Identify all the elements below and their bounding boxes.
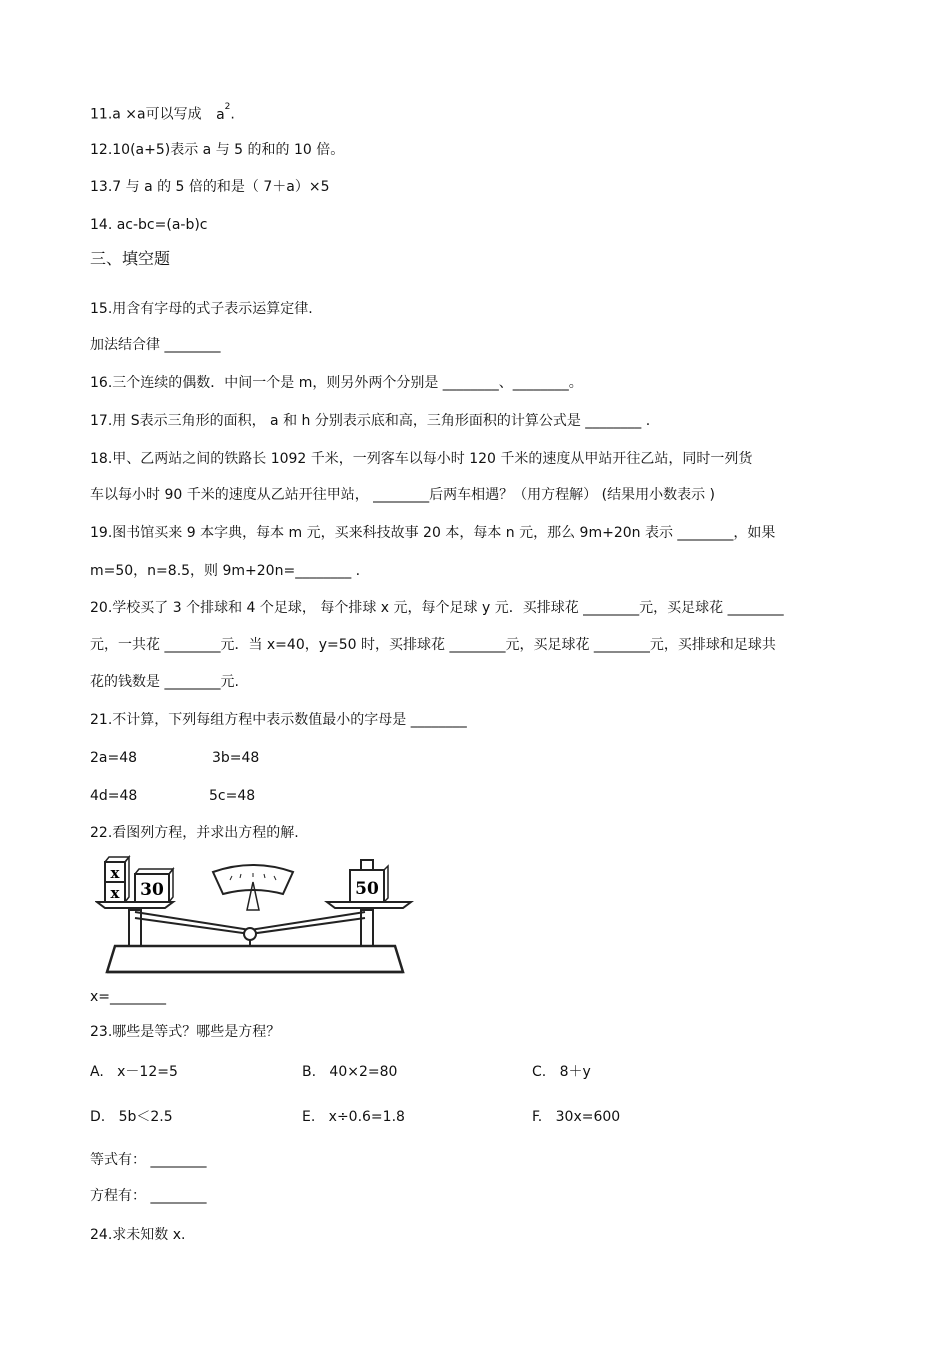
question-19-line1: 19.图书馆买来 9 本字典，每本 m 元，买来科技故事 20 本，每本 n 元，那么 9m+20n 表示 ________，如果 (90, 525, 776, 541)
box-x-top-label: x (110, 864, 120, 882)
question-15-sub: 加法结合律 ________ (90, 337, 221, 353)
q11-period: . (230, 106, 235, 123)
question-23-equations: 方程有： ________ (90, 1188, 207, 1204)
option-a: A. x－12=5 (90, 1064, 178, 1080)
question-17: 17.用 S表示三角形的面积， a 和 h 分别表示底和高，三角形面积的计算公式是 ________ . (90, 413, 651, 429)
question-21: 21.不计算，下列每组方程中表示数值最小的字母是 ________ (90, 712, 467, 728)
weight-50-label: 50 (355, 879, 379, 899)
question-11 (90, 102, 235, 124)
question-19-line2: m=50，n=8.5，则 9m+20n=________ . (90, 563, 361, 579)
option-f: F. 30x=600 (532, 1109, 621, 1125)
question-14: 14. ac-bc=(a-b)c (90, 217, 208, 233)
option-d: D. 5b＜2.5 (90, 1109, 173, 1125)
option-e: E. x÷0.6=1.8 (302, 1109, 405, 1125)
question-20-line1: 20.学校买了 3 个排球和 4 个足球， 每个排球 x 元，每个足球 y 元．买排球花 ________元，买足球花 ________ (90, 600, 784, 616)
question-12: 12.10(a+5)表示 a 与 5 的和的 10 倍。 (90, 142, 345, 158)
balance-scale-figure (95, 852, 415, 977)
equation-3b: 3b=48 (212, 750, 260, 766)
question-15: 15.用含有字母的式子表示运算定律. (90, 301, 313, 317)
scale-base (107, 946, 403, 972)
question-16: 16.三个连续的偶数．中间一个是 m，则另外两个分别是 ________、________。 (90, 375, 583, 391)
equation-5c: 5c=48 (209, 788, 256, 804)
q11-text: 11.a ×a可以写成 (90, 106, 202, 123)
scale-pointer (247, 882, 259, 910)
option-b: B. 40×2=80 (302, 1064, 398, 1080)
scale-pivot (244, 928, 256, 940)
equation-2a: 2a=48 (90, 750, 138, 766)
equation-4d: 4d=48 (90, 788, 138, 804)
scale-right-post (361, 910, 373, 946)
question-23: 23.哪些是等式？哪些是方程？ (90, 1024, 281, 1040)
question-18-line1: 18.甲、乙两站之间的铁路长 1092 千米，一列客车以每小时 120 千米的速度从甲站开往乙站，同时一列货 (90, 451, 753, 467)
question-13: 13.7 与 a 的 5 倍的和是（ 7＋a）×5 (90, 179, 330, 195)
option-c: C. 8＋y (532, 1064, 591, 1080)
scale-left-post (129, 910, 141, 946)
question-22-answer: x=________ (90, 989, 167, 1005)
section-heading-fill-in: 三、填空题 (90, 249, 171, 268)
q11-exponent: 2 (224, 102, 231, 112)
question-20-line3: 花的钱数是 ________元. (90, 674, 239, 690)
question-24: 24.求未知数 x. (90, 1227, 186, 1243)
question-18-line2: 车以每小时 90 千米的速度从乙站开往甲站， ________后两车相遇？（用方程解） (结果用小数表示 ) (90, 487, 715, 503)
weight-30-label: 30 (140, 880, 164, 900)
question-23-equalities: 等式有： ________ (90, 1152, 207, 1168)
q11-base: a (216, 106, 225, 123)
box-x-bottom-label: x (110, 884, 120, 902)
question-22: 22.看图列方程，并求出方程的解. (90, 825, 299, 841)
scale-dial (213, 865, 293, 894)
question-20-line2: 元，一共花 ________元．当 x=40，y=50 时，买排球花 ________元，买足球花 ________元，买排球和足球共 (90, 637, 776, 653)
